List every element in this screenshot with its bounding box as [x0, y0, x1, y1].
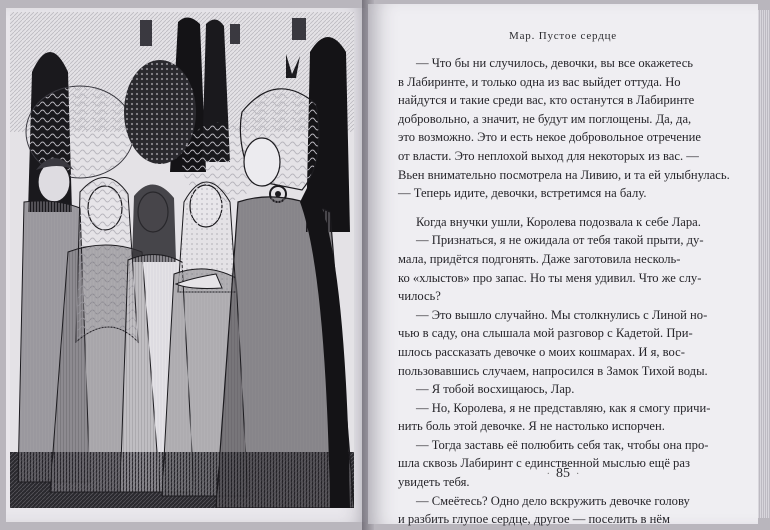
- text-line: это возможно. Это и есть некое добровольное отречение: [398, 130, 702, 145]
- page-number: 85: [556, 466, 570, 481]
- text-line: в Лабиринте, и только одна из вас выйдет оттуда. Но: [398, 74, 681, 89]
- text-line: — Признаться, я не ожидала от тебя такой прыти, ду-: [416, 233, 704, 248]
- text-line: — Тогда заставь её полюбить себя так, чтобы она про-: [416, 437, 709, 452]
- text-line: — Теперь идите, девочки, встретимся на балу.: [398, 186, 647, 201]
- text-line: Вьен внимательно посмотрела на Ливию, и та ей улыбнулась.: [398, 167, 730, 182]
- body-text: [398, 54, 743, 529]
- left-page: [6, 8, 368, 522]
- text-line: от власти. Это неплохой выход для некоторых из вас. —: [398, 148, 699, 163]
- running-head: Мар. Пустое сердце: [509, 30, 617, 42]
- text-line: Когда внучки ушли, Королева подозвала к себе Лара.: [416, 214, 701, 229]
- page-number-area: · 85 ·: [546, 466, 580, 481]
- text-line: чью в саду, она слышала мой разговор с Кадетой. При-: [398, 326, 693, 341]
- text-line: — Это вышло случайно. Мы столкнулись с Линой но-: [416, 307, 708, 322]
- illustration: [10, 12, 354, 508]
- text-line: шла сквозь Лабиринт с единственной мыслью ещё раз: [398, 456, 690, 471]
- text-line: — Что бы ни случилось, девочки, вы все окажетесь: [416, 56, 694, 70]
- text-line: — Но, Королева, я не представляю, как я смогу причи-: [416, 400, 711, 415]
- text-line: и разбить глупое сердце, другое — поселить в нём: [398, 512, 670, 527]
- illustration-engraving: [10, 12, 354, 508]
- right-page: [368, 4, 758, 527]
- text-line: шлось рассказать девочке о моих кошмарах. И я, вос-: [398, 344, 685, 359]
- text-line: мала, придётся подгонять. Даже заготовила несколь-: [398, 251, 681, 266]
- page-stack-edge: [758, 10, 770, 518]
- paragraph-gap: [398, 203, 743, 213]
- text-line: нить боль этой девочке. Я не настолько испорчен.: [398, 419, 665, 434]
- text-line: пользовавшись случаем, напросился в Замок Тихой воды.: [398, 363, 708, 378]
- text-line: найдутся и такие среди вас, кто останутся в Лабиринте: [398, 93, 695, 108]
- text-line: — Смеётесь? Одно дело вскружить девочке голову: [416, 493, 690, 508]
- text-line: добровольно, а значит, не будут им поглощены. Да, да,: [398, 111, 692, 126]
- text-line: — Я тобой восхищаюсь, Лар.: [416, 382, 575, 397]
- text-line: чилось?: [398, 289, 441, 304]
- text-line: ко «хлыстов» про запас. Но ты меня удивил. Что же слу-: [398, 270, 702, 285]
- text-line: увидеть тебя.: [398, 475, 470, 490]
